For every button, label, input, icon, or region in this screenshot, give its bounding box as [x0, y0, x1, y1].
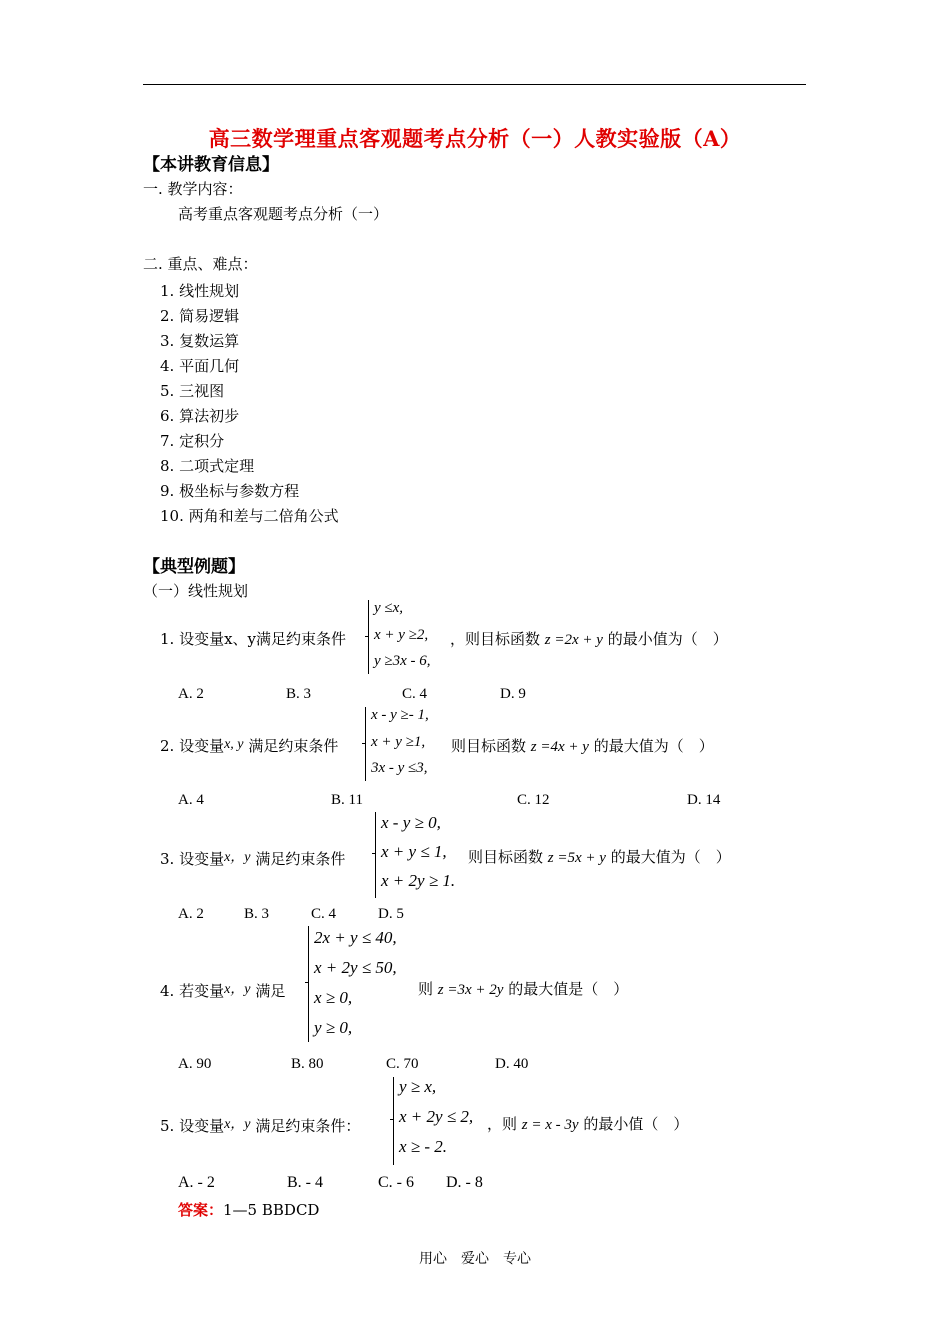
list-item: 3. 复数运算: [160, 332, 240, 350]
list-item: 9. 极坐标与参数方程: [160, 482, 300, 500]
constraint: x + 2y ≤ 2,: [399, 1107, 474, 1126]
constraint: y ≥ 0,: [314, 1018, 353, 1037]
constraint: x ≥ - 2.: [399, 1137, 448, 1156]
question-1: [160, 628, 346, 649]
constraint: x + 2y ≤ 50,: [314, 958, 397, 977]
constraint: y ≥ x,: [399, 1077, 437, 1096]
constraint: y ≤x,: [374, 600, 404, 616]
constraint: x + y ≤ 1,: [381, 842, 447, 861]
variables: x，y: [224, 1117, 251, 1132]
option-c: C. 70: [386, 1056, 419, 1072]
section2-label: 二. 重点、难点：: [143, 255, 258, 273]
constraint: x ≥ 0,: [314, 988, 353, 1007]
option-d: D. - 8: [446, 1174, 483, 1191]
variables: x, y: [224, 737, 244, 752]
constraint: x + y ≥2,: [374, 627, 429, 643]
list-item: 10. 两角和差与二倍角公式: [160, 507, 339, 525]
option-d: D. 14: [687, 792, 721, 808]
option-c: C. 12: [517, 792, 550, 808]
question-4-suffix: 则 z =3x + 2y 的最大值是（ ）: [418, 980, 629, 998]
question-5-suffix: ，则 z = x - 3y 的最小值（ ）: [487, 1115, 689, 1133]
constraint: 3x - y ≤3,: [371, 760, 428, 776]
subsection-title: （一）线性规划: [143, 582, 249, 600]
objective-function: z = x - 3y: [521, 1117, 579, 1133]
constraint: x + 2y ≥ 1.: [381, 871, 456, 890]
objective-function: z =2x + y: [544, 632, 603, 648]
variables: x，y: [224, 850, 251, 865]
objective-function: z =4x + y: [530, 739, 589, 755]
section1-label: 一. 教学内容：: [143, 180, 243, 198]
objective-function: z =3x + 2y: [437, 982, 504, 998]
question-3-suffix: 则目标函数 z =5x + y 的最大值为（ ）: [468, 848, 731, 866]
option-a: A. 2: [178, 906, 204, 922]
question-2-suffix: 则目标函数 z =4x + y 的最大值为（ ）: [451, 737, 714, 755]
option-a: A. 90: [178, 1056, 212, 1072]
question-3: 3. 设变量x，y 满足约束条件: [160, 850, 346, 868]
option-b: B. 11: [331, 792, 363, 808]
brace-icon: [375, 812, 376, 898]
brace-icon: [368, 600, 369, 674]
constraint: x - y ≥- 1,: [371, 707, 429, 723]
objective-function: z =5x + y: [547, 850, 606, 866]
option-c: C. 4: [402, 686, 428, 702]
question-1-suffix: ，则目标函数 z =2x + y 的最小值为（ ）: [450, 630, 728, 648]
answer-text: 1—5 BBDCD: [223, 1201, 320, 1219]
constraint: y ≥3x - 6,: [374, 653, 431, 669]
list-item: 2. 简易逻辑: [160, 307, 240, 325]
option-b: B. 80: [291, 1056, 324, 1072]
option-c: C. - 6: [378, 1174, 414, 1191]
constraint: x + y ≥1,: [371, 734, 426, 750]
question-4: 4. 若变量x，y 满足: [160, 982, 286, 1000]
option-a: A. 4: [178, 792, 204, 808]
info-heading: 【本讲教育信息】: [143, 155, 279, 175]
list-item: 1. 线性规划: [160, 282, 240, 300]
header-rule: [143, 84, 806, 85]
question-1-prefix: 1. 设变量x、y满足约束条件: [160, 630, 347, 648]
option-d: D. 9: [500, 686, 526, 702]
answer-label: 答案：: [178, 1201, 224, 1219]
question-2: 2. 设变量x, y 满足约束条件: [160, 737, 339, 755]
option-d: D. 5: [378, 906, 404, 922]
constraint: x - y ≥ 0,: [381, 813, 441, 832]
option-c: C. 4: [311, 906, 337, 922]
option-b: B. - 4: [287, 1174, 323, 1191]
list-item: 8. 二项式定理: [160, 457, 255, 475]
page-title: 高三数学理重点客观题考点分析（一）人教实验版（A）: [208, 126, 742, 151]
variables: x，y: [224, 982, 251, 997]
page-footer: 用心 爱心 专心: [419, 1251, 531, 1267]
brace-icon: [393, 1077, 394, 1165]
constraint: 2x + y ≤ 40,: [314, 928, 397, 947]
list-item: 6. 算法初步: [160, 407, 240, 425]
option-b: B. 3: [244, 906, 270, 922]
list-item: 5. 三视图: [160, 382, 225, 400]
brace-icon: [308, 926, 309, 1042]
list-item: 7. 定积分: [160, 432, 225, 450]
question-5: 5. 设变量x，y 满足约束条件：: [160, 1117, 361, 1135]
answer-line: [178, 1199, 319, 1220]
option-b: B. 3: [286, 686, 312, 702]
option-d: D. 40: [495, 1056, 529, 1072]
examples-heading: 【典型例题】: [143, 557, 245, 577]
section1-content: 高考重点客观题考点分析（一）: [178, 205, 389, 223]
list-item: 4. 平面几何: [160, 357, 240, 375]
brace-icon: [365, 707, 366, 781]
option-a: A. 2: [178, 686, 204, 702]
option-a: A. - 2: [178, 1174, 215, 1191]
